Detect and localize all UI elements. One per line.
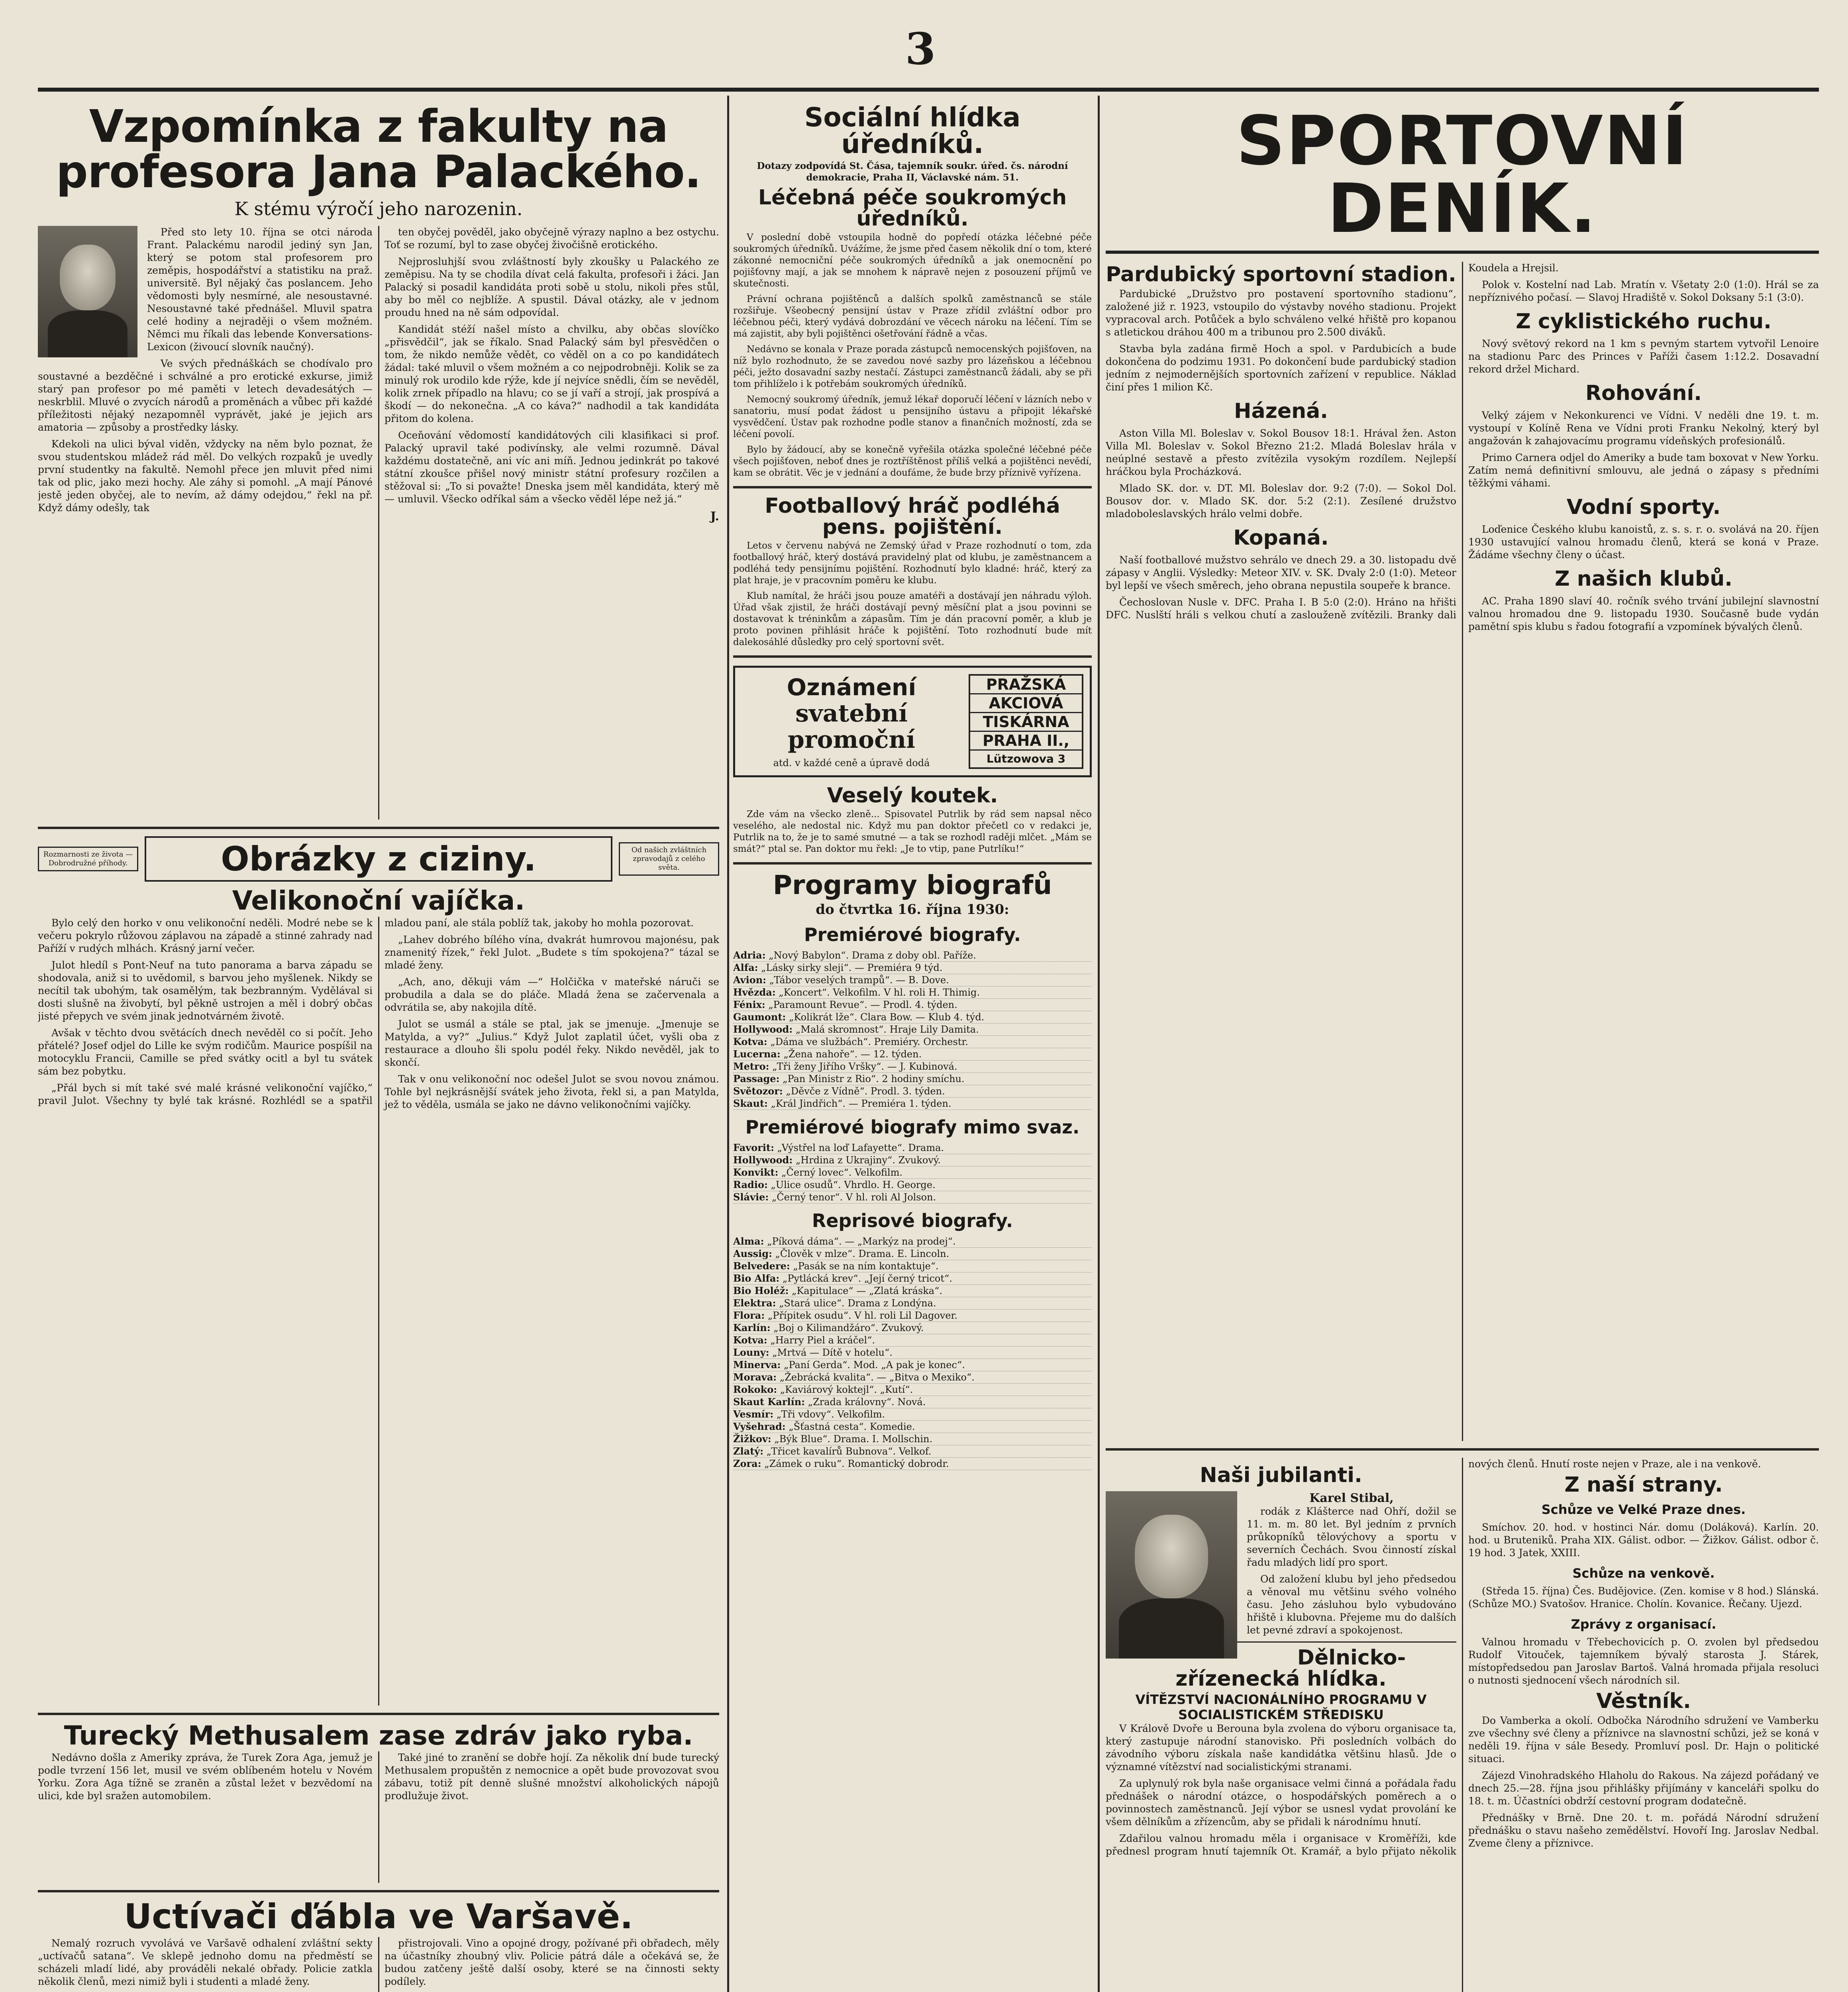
cinema-program: „Přípitek osudu“. V hl. roli Lil Dagover. bbox=[767, 1310, 957, 1321]
ad-logo-line: AKCIOVÁ bbox=[970, 694, 1082, 713]
cinema-name: Belvedere: bbox=[733, 1260, 790, 1272]
list-heading: Premiérové biografy. bbox=[804, 924, 1021, 946]
ad-small: atd. v každé ceně a úpravě dodá bbox=[773, 757, 930, 769]
cinema-name: Hollywood: bbox=[733, 1154, 793, 1166]
cinema-name: Alma: bbox=[733, 1235, 764, 1247]
article-paragraph: Letos v červenu nabývá ne Zemský úřad v Praze rozhodnutí o tom, zda footballový hráč, který dostává pravidelný plat od klubu, je zaměstnancem a podléhá tedy pensijnímu pojištění. Rozhodnutí bylo kladné: hráč, který za plat hraje, je v pracovním poměru ke klubu. bbox=[733, 540, 1092, 586]
section-rule bbox=[733, 486, 1092, 488]
cinema-entry bbox=[733, 1036, 1092, 1048]
cinema-program: „Ulice osudů“. Vhrdlo. H. George. bbox=[771, 1179, 936, 1191]
cinema-name: Skaut Karlín: bbox=[733, 1396, 805, 1408]
cinema-program: „Král Jindřich“. — Premiéra 1. týden. bbox=[771, 1098, 951, 1110]
ad-logo-line: PRAHA II., bbox=[970, 732, 1082, 751]
cinema-name: Avion: bbox=[733, 974, 767, 986]
article-paragraph: Primo Carnera odjel do Ameriky a bude tam boxovat v New Yorku. Zatím nemá definitivní smlouvu, ale jedná o zápasy s předními těžkými váhami. bbox=[1468, 452, 1819, 489]
article-title: Vzpomínka z fakulty na profesora Jana Palackého. bbox=[56, 102, 701, 198]
article-paragraph: Oceňování vědomostí kandidátových cili klasifikaci si prof. Palacký upravil také podivínsky, ale velmi rozumně. Dával každému dostatečně, ani víc ani míň. Jednou jedinkrát po takové státní zkoušce přišel nový ministr státní profesury rozčilen a stěžoval si: „To si považte! Dneska jsem měl kandidáta, který mě — umluvil. Všecko odříkal sám a všecko věděl lépe než já.“ bbox=[385, 429, 719, 505]
cinema-name: Vesmír: bbox=[733, 1408, 774, 1420]
banner-right-note: Od našich zvláštních zpravodajů z celého světa. bbox=[619, 842, 719, 876]
story-paragraph: „Přál bych si mít také své malé krásné velikonoční vajíčko,“ pravil Julot. Všechny ty bylé tak krásné. Rozhlédl se a spatřil mladou paní, ale stála poblíž tak, jakoby ho mohla pozorovat. bbox=[38, 917, 694, 1106]
cinema-entry bbox=[733, 1154, 1092, 1167]
cinema-entry bbox=[733, 999, 1092, 1011]
article-paragraph: Za uplynulý rok byla naše organisace velmi činná a pořádala řadu přednášek o národní otázce, o hospodářských poměrech a o povinnostech zaměstnanců. Její výbor se usnesl vydat provolání ke všem dělníkům a zřízencům, aby se přidali k národnímu hnutí. bbox=[1106, 1778, 1456, 1828]
section-subtitle: do čtvrtka 16. října 1930: bbox=[816, 902, 1009, 918]
cinema-entry bbox=[733, 1098, 1092, 1110]
cinema-name: Radio: bbox=[733, 1179, 768, 1191]
cinema-program: „Výstřel na loď Lafayette“. Drama. bbox=[777, 1142, 944, 1154]
section-title: Dělnicko-zřízenecká hlídka. bbox=[1175, 1646, 1406, 1691]
section-heading: Naši jubilanti. bbox=[1200, 1463, 1362, 1487]
cinema-entry bbox=[733, 1191, 1092, 1204]
cinema-entry bbox=[733, 1359, 1092, 1371]
section-rule bbox=[38, 827, 719, 829]
cinema-entry bbox=[733, 1023, 1092, 1036]
cinema-name: Skaut: bbox=[733, 1098, 768, 1110]
article-title: Footballový hráč podléhá pens. pojištění. bbox=[765, 494, 1060, 539]
article-title-2: Turecký Methusalem zase zdráv jako ryba. bbox=[64, 1720, 693, 1751]
center-section bbox=[733, 102, 1092, 1470]
cinema-name: Slávie: bbox=[733, 1191, 769, 1203]
cinema-name: Zora: bbox=[733, 1458, 761, 1470]
story-paragraph: Julot hledíl s Pont-Neuf na tuto panorama a barva západu se shodovala, aniž si to uvědomil, s barvou jeho myšlenek. Nikdy se necítil tak ubohým, tak osamělým, tak bezbranným. Vydělával si dosti slušně na živobytí, byl pěkně ustrojen a měl i dobrý občas jisté přepych ve svém jinak jednotvárném životě. bbox=[38, 959, 373, 1022]
section-title: Sociální hlídka úředníků. bbox=[804, 102, 1021, 160]
section-rule bbox=[733, 655, 1092, 658]
ad-heading: Oznámení bbox=[787, 673, 916, 701]
story-paragraph: Avšak v těchto dvou světácích dnech nevěděl co si počít. Jeho přátelé? Josef odjel do Lille ke svým rodičům. Maurice pospíšil na motocyklu Francii, Camille se před svátky ocitl a byl tu svátek sám bez pobytku. bbox=[38, 1027, 373, 1077]
cinema-entry bbox=[733, 1322, 1092, 1334]
cinema-name: Kotva: bbox=[733, 1334, 767, 1346]
cinema-program: „Třicet kavalírů Bubnova“. Velkof. bbox=[766, 1446, 932, 1457]
cinema-program: „Kapitulace“ — „Zlatá kráska“. bbox=[791, 1285, 943, 1297]
section-heading: Z cyklistického ruchu. bbox=[1516, 310, 1771, 333]
cinema-program: „Šťastná cesta“. Komedie. bbox=[789, 1421, 915, 1433]
cinema-entry bbox=[733, 962, 1092, 974]
cinema-entry bbox=[733, 1048, 1092, 1061]
cinema-program: „Paramount Revue“. — Prodl. 4. týden. bbox=[768, 999, 957, 1011]
cinema-program: „Paní Gerda“. Mod. „A pak je konec“. bbox=[784, 1359, 965, 1371]
cinema-entry bbox=[733, 1421, 1092, 1433]
cinema-name: Kotva: bbox=[733, 1036, 767, 1048]
cinema-name: Flora: bbox=[733, 1310, 765, 1321]
cinema-entry bbox=[733, 1310, 1092, 1322]
cinema-name: Fénix: bbox=[733, 999, 765, 1011]
cinema-program: „Stará ulice“. Drama z Londýna. bbox=[779, 1298, 936, 1309]
cinema-entry bbox=[733, 1384, 1092, 1396]
cinema-program: „Kolikrát lže“. Clara Bow. — Klub 4. týd. bbox=[789, 1012, 985, 1023]
cinema-name: Vyšehrad: bbox=[733, 1421, 786, 1433]
section-rule bbox=[733, 862, 1092, 865]
cinema-entry bbox=[733, 1458, 1092, 1470]
article-paragraph: Mlado SK. dor. v. DT. Ml. Boleslav dor. 9:2 (7:0). — Sokol Dol. Bousov dor. v. Mlado SK. dor. 5:2 (2:1). Zesílené družstvo mladoboleslavských hrálo velmi dobře. bbox=[1106, 482, 1456, 520]
article-paragraph: Zde vám na všecko zleně... Spisovatel Putrlik by rád sem napsal něco veselého, ale nedostal nic. Když mu pan doktor přečetl co v redakci je, Putrlik na to, že je to samé smutné — a tak se rozhodl raději mlčet. „Mám se smát?“ ptal se. Pan doktor mu řekl: „Je to vtip, pane Putrlíku!“ bbox=[733, 809, 1092, 854]
cinema-program: „Člověk v mlze“. Drama. E. Lincoln. bbox=[775, 1248, 950, 1260]
cinema-name: Hollywood: bbox=[733, 1023, 793, 1035]
cinema-program: „Zámek o ruku“. Romantický dobrodr. bbox=[764, 1458, 949, 1470]
story-paragraph: „Ach, ano, děkuji vám —“ Holčička v mateřské náruči se probudila a dala se do pláče. Mladá žena se začervenala a odvrátila se, aby nakojila dítě. bbox=[385, 976, 719, 1013]
cinema-entry bbox=[733, 974, 1092, 986]
cinema-program: „Mrtvá — Dítě v hotelu“. bbox=[772, 1347, 893, 1359]
ad-logo-box bbox=[969, 674, 1083, 769]
cinema-name: Metro: bbox=[733, 1061, 769, 1072]
cinema-entry bbox=[733, 1085, 1092, 1098]
cinema-program: „Hrdina z Ukrajiny“. Zvukový. bbox=[795, 1155, 941, 1166]
article-paragraph: Pardubické „Družstvo pro postavení sportovního stadionu“, založené již r. 1923, vstoupilo do výstavby nového stadionu. Projekt vypracoval arch. Potůček a bylo schváleno velké hřiště pro kopanou s atletickou dráhou 400 m a tribunou pro 2.500 diváků. bbox=[1106, 288, 1456, 338]
list-heading: Reprisové biografy. bbox=[812, 1210, 1013, 1232]
ad-text bbox=[742, 674, 961, 769]
top-rule bbox=[38, 88, 1819, 92]
ad-logo-line: Lützowova 3 bbox=[986, 752, 1066, 766]
article-paragraph: Stavba byla zadána firmě Hoch a spol. v Pardubicích a bude dokončena do podzimu 1931. Po dokončení bude pardubický stadion jedním z nejmodernějších sportovních zařízení v republice. Náklad činí přes 1 milion Kč. bbox=[1106, 343, 1456, 393]
article-paragraph: Velký zájem v Nekonkurenci ve Vídni. V neděli dne 19. t. m. vystoupí v Kolíně Rena ve Vídni proti Franku Nekolný, který byl angažován k zahajovacímu programu vídeňských profesionálů. bbox=[1468, 410, 1819, 447]
article-paragraph: ten obyčej pověděl, jako obyčejně výrazy naplno a bez ostychu. Toť se rozumí, byl to zase obyčej živočišně erotického. bbox=[385, 226, 719, 251]
ad-line: svatební bbox=[795, 699, 908, 727]
cinema-program: „Píková dáma“. — „Markýz na prodej“. bbox=[767, 1236, 956, 1247]
cinema-entry bbox=[733, 1061, 1092, 1073]
article-paragraph: Bylo by žádoucí, aby se konečně vyřešila otázka společné léčebné péče všech pojišťoven, neboť dnes je roztříštěnost příliš velká a pojištěnci nevědí, kam se obrátit. Věc je v jednání a doufáme, že bude brzy příznivě vyřízena. bbox=[733, 444, 1092, 478]
article-paragraph: Valnou hromadu v Třebechovicích p. O. zvolen byl předsedou Rudolf Vitouček, tajemníkem bývalý starosta J. Stárek, místopředsedou pan Jaroslav Bartoš. Valná hromada přijala resoluci o nutnosti sjednocení všech národních sil. bbox=[1468, 1636, 1819, 1686]
section-rule bbox=[38, 1890, 719, 1892]
left-section bbox=[38, 102, 719, 1992]
cinema-program: „Dáma ve službách“. Premiéry. Orchestr. bbox=[770, 1036, 968, 1048]
section-heading: Zprávy z organisací. bbox=[1571, 1617, 1717, 1632]
story-paragraph: Bylo celý den horko v onu velikonoční neděli. Modré nebe se k večeru pokrylo růžovou záplavou na západě a stinné zahrady nad Paříží v rudých mlhách. Krásný jarní večer. bbox=[38, 917, 373, 954]
story-paragraph: Tak v onu velikonoční noc odešel Julot se svou novou známou. Tohle byl nejkrásnější svátek jeho života, řekl si, a pan Matylda, jež to věděla, usmála se jako ne dávno velikonočními vajíčky. bbox=[385, 1073, 719, 1110]
cinema-program: „Tři vdovy“. Velkofilm. bbox=[776, 1409, 885, 1420]
article-paragraph: (Středa 15. října) Čes. Budějovice. (Zen. komise v 8 hod.) Slánská. (Schůze MO.) Svatošov. Hranice. Cholín. Kovanice. Řečany. Ujezd. bbox=[1468, 1585, 1819, 1610]
section-heading: Rohování. bbox=[1585, 381, 1702, 405]
article-paragraph: Nemocný soukromý úředník, jemuž lékař doporučí léčení v lázních nebo v sanatoriu, musí podat žádost u pensijního ústavu a připojit lékařské vysvědčení. Ústav pak rozhodne podle stanov a finančních možností, zda se léčení povolí. bbox=[733, 394, 1092, 439]
cinema-name: Favorit: bbox=[733, 1142, 774, 1154]
cinema-entry bbox=[733, 949, 1092, 962]
section-heading: Schůze na venkově. bbox=[1572, 1566, 1715, 1581]
cinema-name: Minerva: bbox=[733, 1359, 781, 1371]
jubilant-photo bbox=[1106, 1491, 1237, 1659]
section-heading: Házená. bbox=[1234, 399, 1328, 423]
article-body-3 bbox=[38, 1937, 719, 1992]
section-heading: Vodní sporty. bbox=[1566, 495, 1721, 519]
ad-logo-line: TISKÁRNA bbox=[970, 713, 1082, 732]
article-title-3: Uctívači ďábla ve Varšavě. bbox=[124, 1897, 633, 1937]
cinema-program: „Malá skromnost“. Hraje Lily Damita. bbox=[795, 1024, 979, 1035]
article-paragraph: Nemalý rozruch vyvolává ve Varšavě odhalení zvláštní sekty „uctívačů satana“. Ve sklepě jednoho domu na předměstí se scházeli mladí lidé, aby prováděli nekalé obřady. Policie zatkla několik členů, mezi nimiž byli i studenti a mladé ženy. bbox=[38, 1937, 373, 1987]
cinema-program: „Pytlácká krev“. „Její černý tricot“. bbox=[782, 1273, 952, 1284]
story-paragraph: „Lahev dobrého bílého vína, dvakrát humrovou majonésu, pak znamenitý řízek,“ řekl Julot. „Budete s tím spokojena?“ tázal se mladé ženy. bbox=[385, 933, 719, 971]
article-paragraph: Od založení klubu byl jeho předsedou a věnoval mu většinu svého volného času. Jeho zásluhou bylo vybudováno hřiště i klubovna. Přejeme mu do dalších let pevné zdraví a spokojenost. bbox=[1247, 1573, 1456, 1636]
article-paragraph: rodák z Klášterce nad Ohří, dožil se 11. m. m. 80 let. Byl jedním z prvních průkopníků tělovýchovy a sportu v severních Čechách. Svou činností získal řadu mladých lidí pro sport. bbox=[1247, 1506, 1456, 1568]
section-rule bbox=[38, 1713, 719, 1715]
section-title: Programy biografů bbox=[773, 869, 1052, 900]
article-subtitle: K stému výročí jeho narozenin. bbox=[234, 198, 523, 220]
ad-logo-line: PRAŽSKÁ bbox=[970, 676, 1082, 694]
cinema-program: „Harry Piel a kráčel“. bbox=[770, 1335, 875, 1346]
cinema-entry bbox=[733, 1285, 1092, 1297]
article-paragraph: Loďenice Českého klubu kanoistů, z. s. s. r. o. svolává na 20. říjen 1930 ustavující valnou hromadu členů, která se koná v Praze. Žádáme všechny členy o účast. bbox=[1468, 523, 1819, 561]
cinema-name: Lucerna: bbox=[733, 1048, 781, 1060]
cinema-list bbox=[733, 949, 1092, 1110]
story-title: Velikonoční vajíčka. bbox=[232, 885, 525, 916]
article-paragraph: Právní ochrana pojištěnců a dalších spolků zaměstnanců se stále rozšiřuje. Všeobecný pensijní ústav v Praze zřídil zvláštní odbor pro léčebnou péči, který vydává dobrozdání ve věcech nároku na léčení. Tím se má zajistit, aby byli pojištěnci ošetřování řádně a včas. bbox=[733, 294, 1092, 339]
cinema-program: „Lásky sirky sleji“. — Premiéra 9 týd. bbox=[761, 962, 943, 974]
list-heading: Premiérové biografy mimo svaz. bbox=[745, 1116, 1080, 1138]
cinema-entry bbox=[733, 1260, 1092, 1272]
article-title: Léčebná péče soukromých úředníků. bbox=[758, 185, 1067, 231]
sports-masthead: SPORTOVNÍ DENÍK. bbox=[1106, 102, 1819, 254]
cinema-name: Morava: bbox=[733, 1371, 777, 1383]
cinema-program: „Žebrácká kvalita“. — „Bitva o Mexiko“. bbox=[779, 1372, 975, 1383]
cinema-entry bbox=[733, 1371, 1092, 1384]
article-paragraph: Nedávno se konala v Praze porada zástupců nemocenských pojišťoven, na níž bylo rozhodnuto, že se zavedou nové sazby pro lázeňskou a léčebnou péči, ježto dosavadní sazby nestačí. Zástupci zaměstnanců žádali, aby se při tom přihlíželo i k potřebám soukromých úředníků. bbox=[733, 344, 1092, 389]
jubilant-name: Karel Stibal, bbox=[1309, 1491, 1394, 1505]
column-divider bbox=[1098, 96, 1100, 1992]
article-paragraph: V Králově Dvoře u Berouna byla zvolena do výboru organisace ta, který zastupuje národní stanovisko. Při posledních volbách do závodního výboru získala naše kandidátka většinu hlasů. Jde o významné vítězství nad socialistickými stranami. bbox=[1106, 1723, 1456, 1773]
cinema-list bbox=[733, 1142, 1092, 1204]
article-paragraph: Do Vamberka a okolí. Odbočka Národního sdružení ve Vamberku zve všechny své členy a příznivce na slavnostní schůzi, jež se koná v neděli 19. října v sále Besedy. Promluví posl. Dr. Hajn o politické situaci. bbox=[1468, 1715, 1819, 1765]
cinema-program: „Koncert“. Velkofilm. V hl. roli H. Thimig. bbox=[779, 987, 980, 998]
section-heading: Kopaná. bbox=[1233, 526, 1329, 550]
section-note: Dotazy zodpovídá St. Čása, tajemník soukr. úřed. čs. národní demokracie, Praha II, Václavské nám. 51. bbox=[757, 160, 1068, 183]
article-paragraph: Polok v. Kostelní nad Lab. Mratín v. Všetaty 2:0 (1:0). Hrál se za nepříznivého počasí. — Slavoj Hradiště v. Sokol Doksany 5:1 (3:0). bbox=[1468, 279, 1819, 303]
cinema-entry bbox=[733, 1445, 1092, 1458]
cinema-program: „Pan Ministr z Rio“. 2 hodiny smíchu. bbox=[783, 1073, 965, 1085]
cinema-name: Passage: bbox=[733, 1073, 780, 1085]
article-paragraph: Nový světový rekord na 1 km s pevným startem vytvořil Lenoire na stadionu Parc des Princes v Paříži časem 1:12.2. Dosavadní rekord držel Michard. bbox=[1468, 338, 1819, 375]
right-section bbox=[1106, 102, 1819, 1992]
cinema-name: Adria: bbox=[733, 949, 766, 961]
cinema-program: „Býk Blue“. Drama. I. Mollschin. bbox=[774, 1433, 933, 1445]
article-paragraph: Také jiné to zranění se dobře hojí. Za několik dní bude turecký Methusalem propuštěn z nemocnice a opět bude provozovat svou zábavu, totiž pít denně slušné množství alkoholických nápojů prodlužuje život. bbox=[385, 1752, 719, 1802]
cinema-name: Hvězda: bbox=[733, 986, 776, 998]
sports-bottom bbox=[1106, 1458, 1819, 1992]
article-paragraph: Zájezd Vinohradského Hlaholu do Rakous. Na zájezd pořádaný ve dnech 25.—28. října jsou přihlášky přijímány v kanceláři spolku do 18. t. m. Účastníci obdrží cestovní program dodatečně. bbox=[1468, 1770, 1819, 1807]
print-shop-ad bbox=[733, 666, 1092, 777]
sports-top bbox=[1106, 262, 1819, 1441]
story-paragraph: Julot se usmál a stále se ptal, jak se jmenuje. „Jmenuje se Matylda, a vy?“ „Julius.“ Když Julot zaplatil účet, vyšli oba z restaurace a dlouho šli spolu podél řeky. Nikdo nevěděl, jak to skončí. bbox=[385, 1018, 719, 1068]
section-title: Veselý koutek. bbox=[827, 783, 998, 808]
article-paragraph: Nejprosluhjší svou zvláštností byly zkoušky u Palackého ze zeměpisu. Na ty se chodila dívat celá fakulta, profesoři i žáci. Jan Palacký si posadil kandidáta proti sobě u stolu, nikoli přes stůl, aby bo měl co nejblíže. A spustil. Dával otázky, ale v jednom proudu hned na ně sám odpovídal. bbox=[385, 256, 719, 319]
cinema-entry bbox=[733, 1235, 1092, 1248]
section-subtitle: VÍTĚZSTVÍ NACIONÁLNÍHO PROGRAMU V SOCIALISTICKÉM STŘEDISKU bbox=[1135, 1692, 1427, 1723]
section-title: Z naší strany. bbox=[1564, 1473, 1723, 1497]
banner-left-note: Rozmarnosti ze života — Dobrodružné příhody. bbox=[38, 847, 138, 871]
cinema-program: „Tři ženy Jiřího Vršky“. — J. Kubinová. bbox=[772, 1061, 957, 1072]
author-sign: J. bbox=[710, 510, 719, 524]
article-paragraph: Kdekoli na ulici býval viděn, vždycky na něm bylo poznat, že svou studentskou mládež rád měl. Do velkých rozpaků je uvedly první studentky na fakultě. Nemohl přece jen mluvit před nimi tak od plic, jako mezi hochy. Ale záhy si pomohl. „A mají Pánové jestě jeden obyčej, ale to nevím, až dámy odejdou,“ řekl na př. Když dámy odešly, tak bbox=[38, 438, 373, 514]
portrait-photo bbox=[38, 226, 137, 357]
cinema-name: Rokoko: bbox=[733, 1384, 777, 1396]
cinema-entry bbox=[733, 1396, 1092, 1408]
cinema-name: Gaumont: bbox=[733, 1011, 786, 1023]
cinema-name: Aussig: bbox=[733, 1248, 772, 1260]
cinema-name: Alfa: bbox=[733, 962, 758, 974]
cinema-entry bbox=[733, 1272, 1092, 1285]
cinema-program: „Žena nahoře“. — 12. týden. bbox=[783, 1049, 922, 1060]
section-heading: Schůze ve Velké Praze dnes. bbox=[1541, 1502, 1746, 1518]
cinema-program: „Černý tenor“. V hl. roli Al Jolson. bbox=[771, 1192, 936, 1203]
article-paragraph: Aston Villa Ml. Boleslav v. Sokol Bousov 18:1. Hrával žen. Aston Villa Ml. Boleslav v. Sokol Březno 21:2. Mladá Boleslav hrála v neúplné sestavě a přesto zvítězila vysokým rozdílem. Nejlepší hráčkou byla Procházková. bbox=[1106, 427, 1456, 478]
article-body bbox=[38, 226, 719, 820]
cinema-name: Elektra: bbox=[733, 1297, 776, 1309]
cinema-entry bbox=[733, 1347, 1092, 1359]
cinema-name: Konvikt: bbox=[733, 1167, 779, 1178]
section-title: Věstník. bbox=[1596, 1689, 1691, 1714]
cinema-name: Světozor: bbox=[733, 1085, 783, 1097]
article-title: Pardubický sportovní stadion. bbox=[1106, 263, 1456, 286]
cinema-entry bbox=[733, 1433, 1092, 1445]
cinema-entry bbox=[733, 1248, 1092, 1260]
cinema-entry bbox=[733, 1142, 1092, 1154]
page-number: 3 bbox=[905, 23, 936, 75]
cinema-program: „Tábor veselých trampů“. — B. Dove. bbox=[769, 974, 949, 986]
cinema-program: „Černý lovec“. Velkofilm. bbox=[781, 1167, 903, 1178]
section-heading: Z našich klubů. bbox=[1554, 567, 1733, 591]
article-paragraph: Čechoslovan Nusle v. DFC. Praha I. B 5:0 (2:0). Hráno na hřišti DFC. Nuslští hráli s velkou chutí a zaslouženě zvítězili. Branky dali Koudela a Hrejsil. bbox=[1106, 262, 1559, 621]
article-paragraph: Smíchov. 20. hod. v hostinci Nár. domu (Doláková). Karlín. 20. hod. u Bruteniků. Praha XIX. Gálist. odbor. — Žižkov. Gálist. odbor č. 19 hod. 3 Jatek, XXIII. bbox=[1468, 1521, 1819, 1559]
article-paragraph: Ve svých přednáškách se chodívalo pro soustavné a bezděčné i schválné a pro erotické exkurse, jimiž starý pan profesor po mé paměti v letech devadesátých — neskrblil. Mluvé o zvycích národů a proměnách a vůbec při každé příležitosti nějaký nezapomněl vyprávět, jaké je jejich ars amatoria — způsoby a prostředky lásky. bbox=[38, 358, 373, 433]
article-paragraph: Kandidát stéží našel místo a chvilku, aby občas slovíčko „přisvědčil“, jak se říkalo. Snad Palacký sám byl přesvědčen o tom, že nikdo nemůže vědět, co věděl on a co po kandidátech žádal: také mluvil o všem možném a co nejpodrobněji. Kolik se za minulý rok urodilo kde rýže, kde jí nejvíce snědli, čím se nevěděl, kolik zrnek případlo na hlavu; co se jí vaří a strojí, jak prospívá a škodí — do nekonečna. „A co káva?“ nadhodil a tak kandidáta přitom do kolena. bbox=[385, 324, 719, 425]
article-paragraph: Před sto lety 10. října se otci národa Frant. Palackému narodil jediný syn Jan, který se potom stal profesorem pro zeměpis, hospodářství a statistiku na praž. universitě. Byl nějaký čas poslancem. Jeho vědomosti byly nesmírné, ale nesoustavné. Nesoustavné také přednášel. Mluvil spatra celé hodiny a nejraději o všem možném. Němci mu říkali das lebende Konversations-Lexicon (živoucí slovník naučný). bbox=[147, 226, 373, 353]
banner-title: Obrázky z ciziny. bbox=[145, 836, 612, 882]
cinema-name: Žižkov: bbox=[733, 1433, 771, 1445]
section-banner bbox=[38, 836, 719, 882]
story-body bbox=[38, 917, 719, 1706]
cinema-program: „Nový Babylon“. Drama z doby obl. Paříže. bbox=[769, 950, 976, 961]
cinema-entry bbox=[733, 1408, 1092, 1421]
article-body-2 bbox=[38, 1751, 719, 1883]
article-paragraph: Naší footballové mužstvo sehrálo ve dnech 29. a 30. listopadu dvě zápasy v Anglii. Výsledky: Meteor XIV. v. SK. Dvaly 2:0 (1:0). Meteor byl lepší ve všech směrech, jeho obrana nepustila soupeře k brance. bbox=[1106, 554, 1456, 592]
article-paragraph: V poslední době vstoupila hodně do popředí otázka léčebné péče soukromých úředníků. Uvážíme, že jsme před časem několik dní o tom, které zákonné nemocniční péče soukromých úředníků a jak onemocnění po pojišťovny mají, a jak se mnohem k nápravě nejen z posouzení příjmů ve skutečnosti. bbox=[733, 232, 1092, 289]
cinema-program: „Kaviárový koktejl“. „Kutí“. bbox=[780, 1384, 913, 1396]
cinema-program: „Děvče z Vídně“. Prodl. 3. týden. bbox=[786, 1086, 945, 1097]
article-paragraph: Zdařilou valnou hromadu měla i organisace v Kroměříži, kde přednesl program hnutí tajemník Ot. Kramář, a bylo přijato několik nových členů. Hnutí roste nejen v Praze, ale i na venkově. bbox=[1106, 1458, 1761, 1857]
cinema-entry bbox=[733, 1297, 1092, 1310]
article-paragraph: Nedávno došla z Ameriky zpráva, že Turek Zora Aga, jemuž je podle tvrzení 156 let, musil ve svém oblíbeném hotelu v Novém Yorku. Zora Aga tížně se zraněn a zůstal ležet v bezvědomí na ulici, kde byl sražen automobilem. bbox=[38, 1752, 373, 1802]
article-paragraph: přistrojovali. Vino a opojné drogy, požívané při obřadech, měly na účastníky zhoubný vliv. Policie pátrá dále a očekává se, že budou zatčeny ještě další osoby, které se na činnosti sekty podílely. bbox=[385, 1937, 719, 1987]
cinema-program: „Boj o Kilimandžáro“. Zvukový. bbox=[773, 1322, 924, 1334]
cinema-name: Louny: bbox=[733, 1347, 769, 1359]
cinema-program: „Zrada královny“. Nová. bbox=[808, 1396, 926, 1408]
article-paragraph: Přednášky v Brně. Dne 20. t. m. pořádá Národní sdružení přednášku o stavu našeho zemědělství. Hovoří Ing. Jaroslav Nedbal. Zveme členy a příznivce. bbox=[1468, 1812, 1819, 1849]
cinema-list bbox=[733, 1235, 1092, 1470]
article-paragraph: Klub namítal, že hráči jsou pouze amatéři a dostávají jen náhradu výloh. Úřad však zjistil, že hráči dostávají pevný měsíční plat a jsou povinni se dostavovat k tréninkům a zápasům. Tím je dán pracovní poměr, a klub je proto povinen přihlásit hráče k pojištění. Toto rozhodnutí bude mít dalekosáhlé důsledky pro celý sportovní svět. bbox=[733, 590, 1092, 647]
cinema-entry bbox=[733, 1073, 1092, 1085]
cinema-name: Bio Alfa: bbox=[733, 1272, 780, 1284]
cinema-entry bbox=[733, 1334, 1092, 1347]
cinema-entry bbox=[733, 1011, 1092, 1023]
ad-line: promoční bbox=[787, 725, 916, 754]
cinema-name: Zlatý: bbox=[733, 1445, 764, 1457]
section-rule bbox=[1106, 1448, 1819, 1451]
cinema-entry bbox=[733, 1179, 1092, 1191]
cinema-program: „Pasák se na ním kontaktuje“. bbox=[793, 1261, 939, 1272]
cinema-entry bbox=[733, 986, 1092, 999]
article-paragraph: AC. Praha 1890 slaví 40. ročník svého trvání jubilejní slavnostní valnou hromadou dne 9. listopadu 1930. Současně bude vydán pamětní spis klubu s řadou fotografií a vzpomínek bývalých členů. bbox=[1468, 595, 1819, 632]
column-divider bbox=[727, 96, 729, 1992]
cinema-entry bbox=[733, 1167, 1092, 1179]
cinema-name: Karlín: bbox=[733, 1322, 771, 1334]
cinema-name: Bio Holéž: bbox=[733, 1285, 789, 1297]
